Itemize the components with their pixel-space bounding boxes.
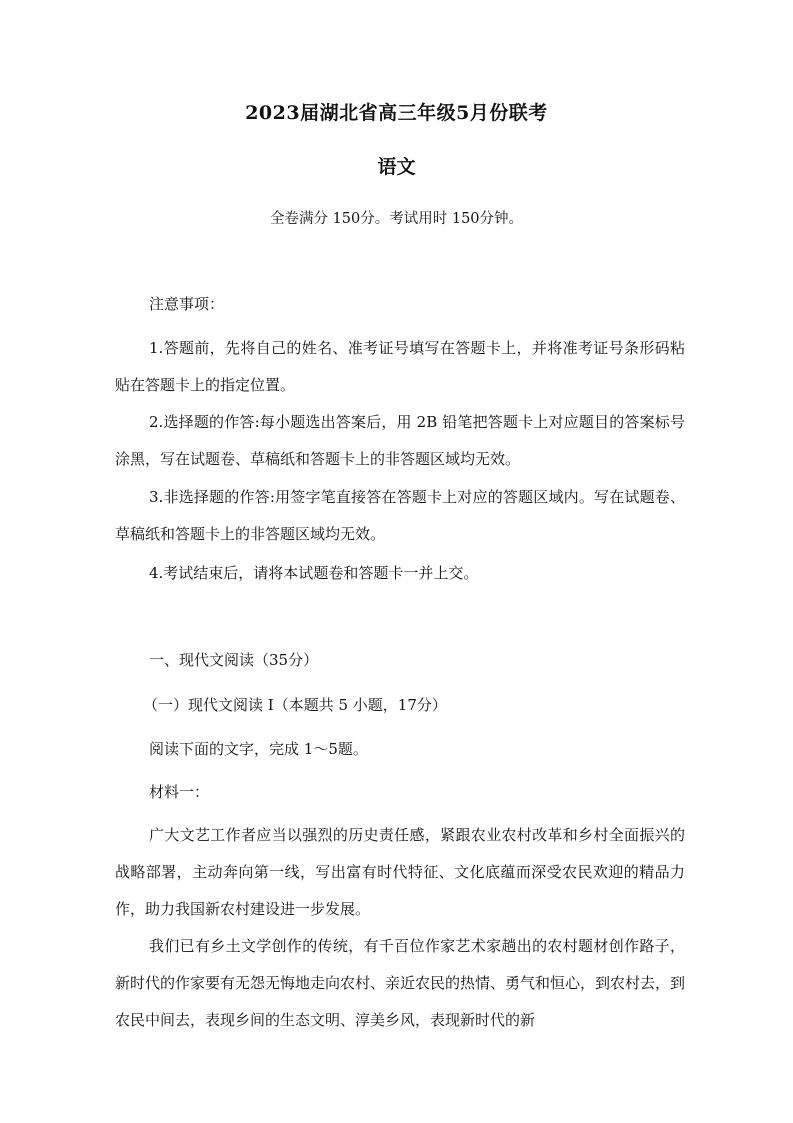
exam-meta: 全卷满分 150分。考试用时 150分钟。: [269, 211, 524, 227]
exam-title: 2023届湖北省高三年级5月份联考: [245, 102, 548, 124]
section-heading: 一、现代文阅读（35分）: [149, 651, 319, 669]
notice-heading: 注意事项：: [149, 295, 225, 313]
notice-item-1: 1.答题前，先将自己的姓名、准考证号填写在答题卡上，并将准考证号条形码粘贴在答题卡上的指定位置。: [115, 339, 685, 394]
notice-item-4: 4.考试结束后，请将本试题卷和答题卡一并上交。: [149, 564, 479, 582]
section-subheading: （一）现代文阅读 I（本题共 5 小题，17分）: [143, 696, 447, 714]
material-paragraph-2: 我们已有乡土文学创作的传统，有千百位作家艺术家趟出的农村题材创作路子，新时代的作家要有无怨无悔地走向农村、亲近农民的热情、勇气和恒心，到农村去，到农民中间去，表现乡间的生态文明、淳美乡风，表现新时代的新: [115, 937, 686, 1029]
notice-item-3: 3.非选择题的作答:用签字笔直接答在答题卡上对应的答题区域内。写在试题卷、草稿纸和答题卡上的非答题区域均无效。: [115, 488, 685, 543]
subject-title: 语文: [377, 156, 416, 178]
notice-item-2: 2.选择题的作答:每小题选出答案后，用 2B 铅笔把答题卡上对应题目的答案标号涂黑，写在试题卷、草稿纸和答题卡上的非答题区域均无效。: [115, 413, 685, 468]
material-paragraph-1: 广大文艺工作者应当以强烈的历史责任感，紧跟农业农村改革和乡村全面振兴的战略部署，主动奔向第一线，写出富有时代特征、文化底蕴而深受农民欢迎的精品力作，助力我国新农村建设进一步发展。: [115, 826, 685, 918]
reading-instruction: 阅读下面的文字，完成 1～5题。: [149, 740, 368, 758]
material-label: 材料一：: [149, 783, 210, 801]
